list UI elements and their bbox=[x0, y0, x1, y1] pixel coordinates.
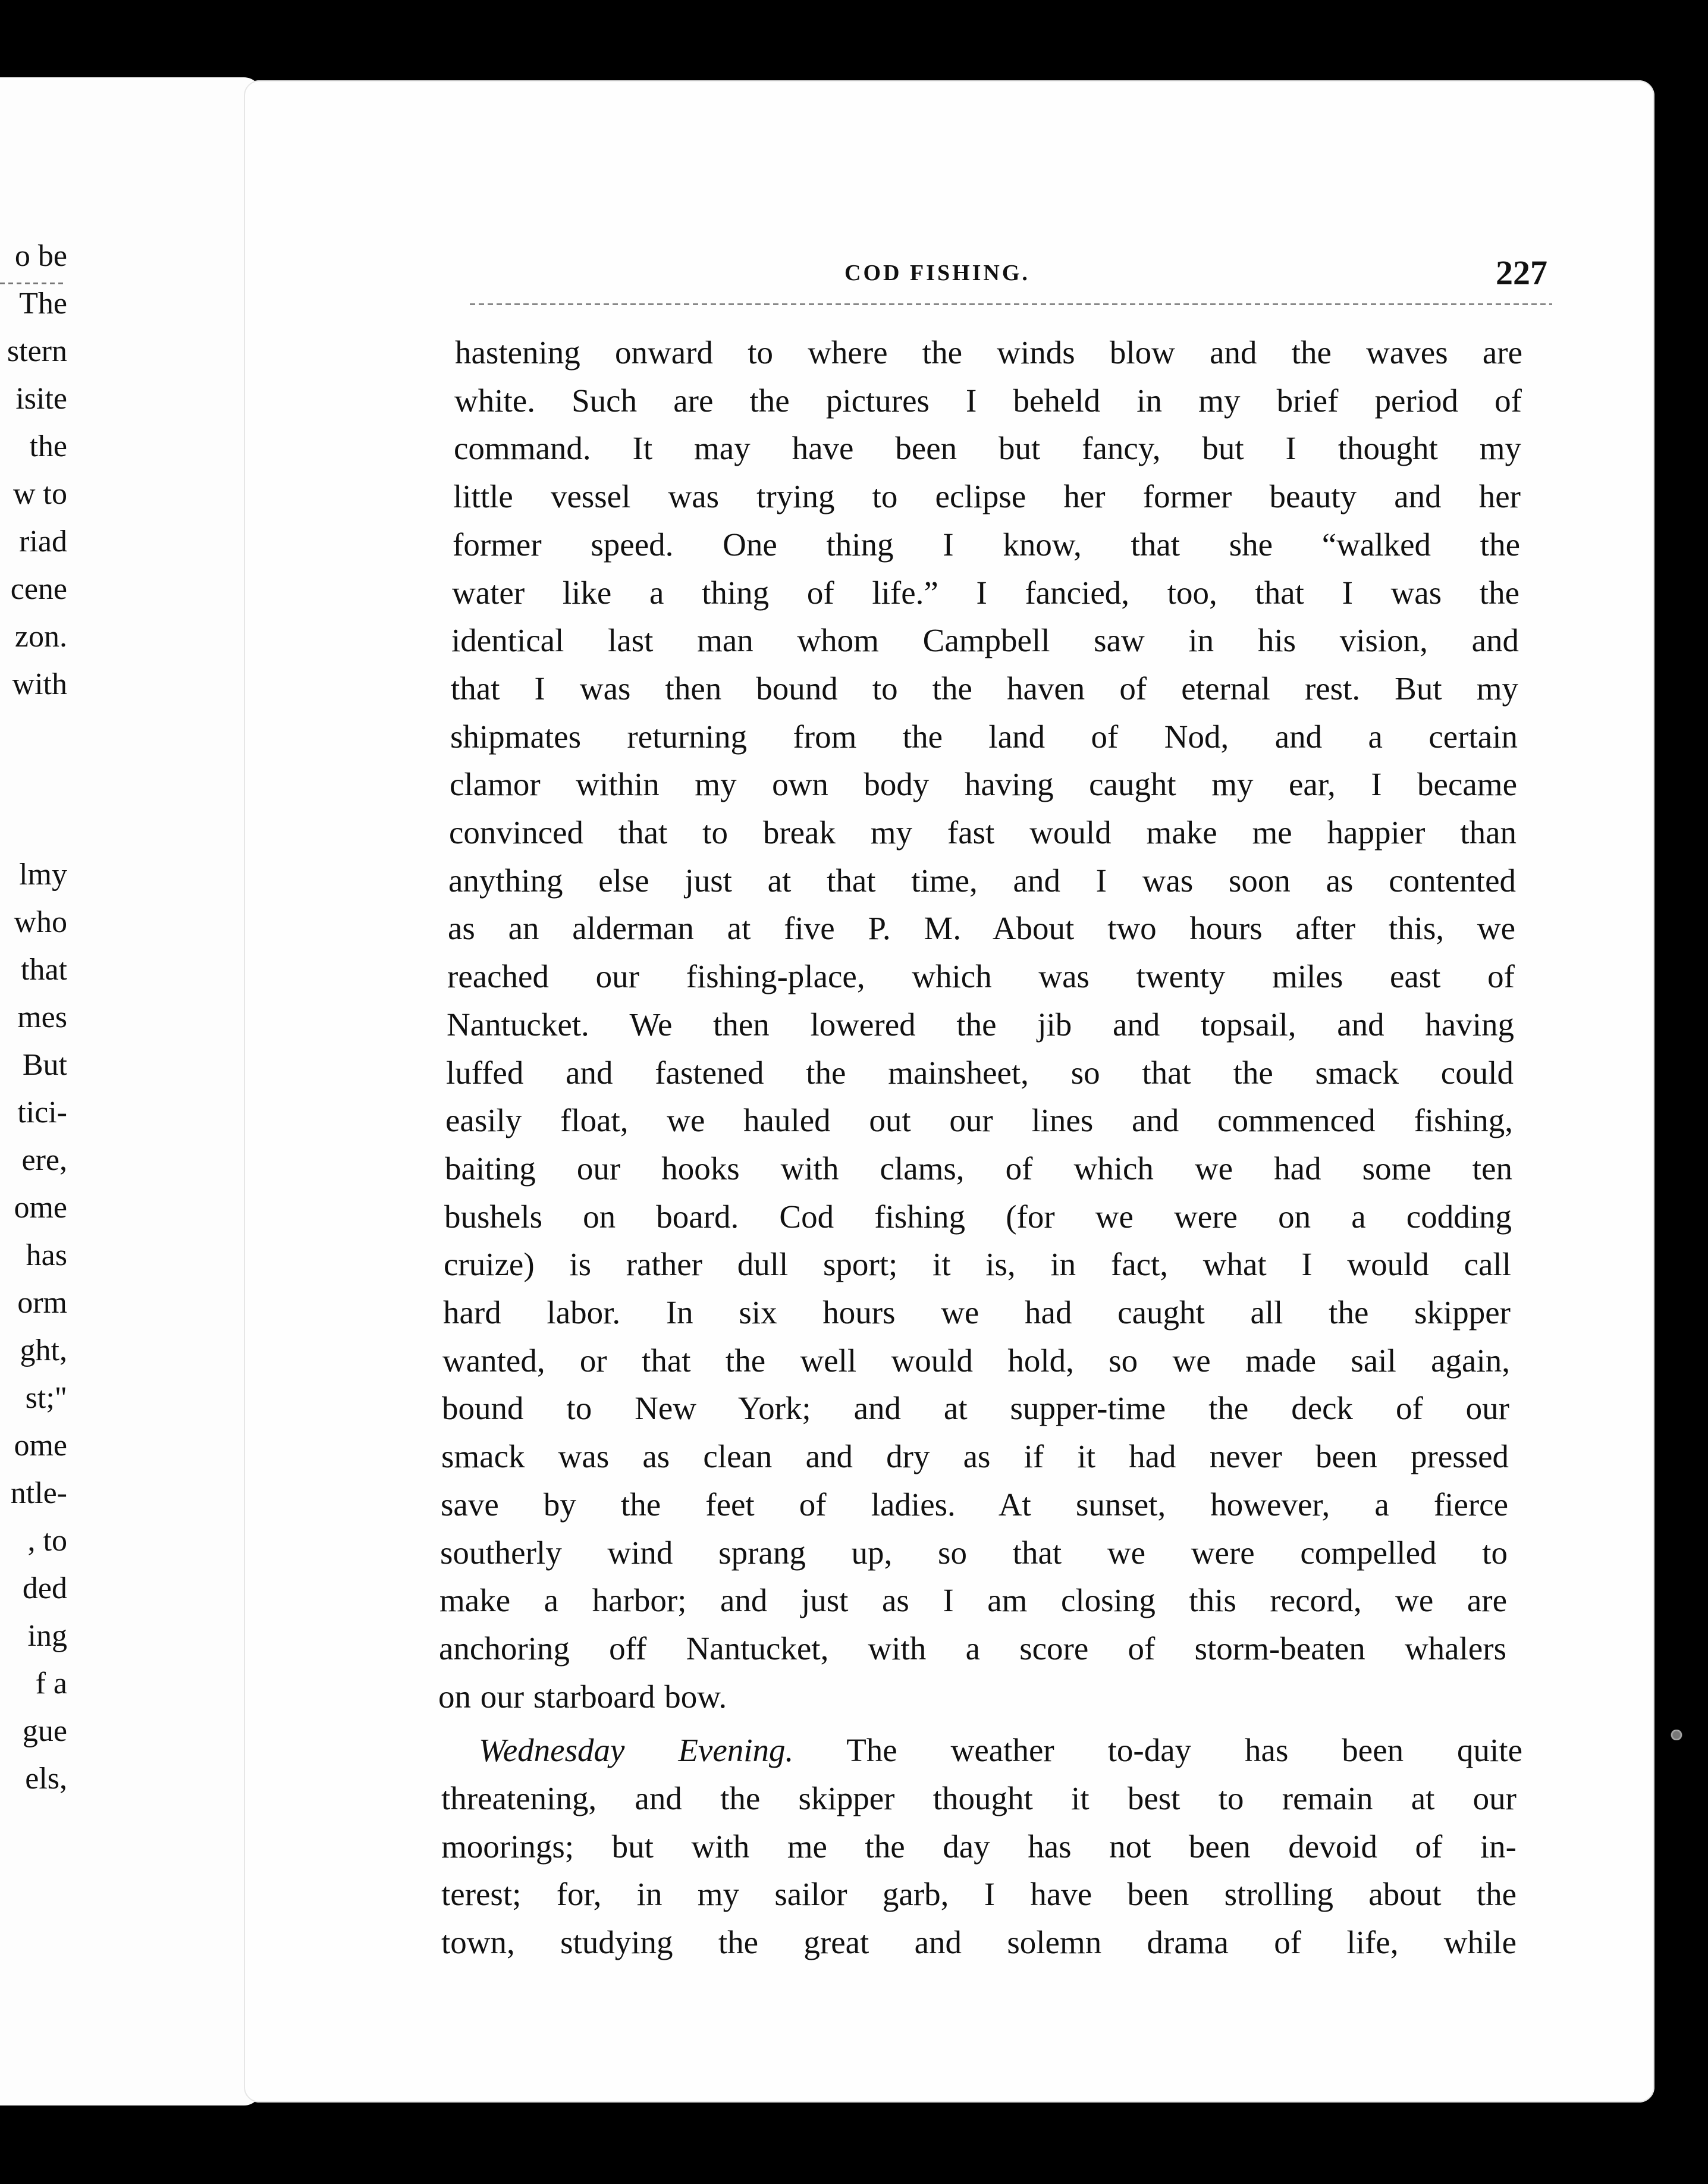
text-line: shipmates returning from the land of Nod, and a certain bbox=[450, 718, 1518, 755]
facing-page-fragment: mes bbox=[17, 1000, 67, 1034]
text-line: make a harbor; and just as I am closing this record, we are bbox=[439, 1582, 1507, 1619]
facing-page-fragment: with bbox=[12, 667, 67, 701]
text-line: threatening, and the skipper thought it best to remain at our bbox=[441, 1780, 1517, 1816]
facing-page-fragment: tici- bbox=[17, 1096, 67, 1129]
facing-page-fragment: st;" bbox=[25, 1381, 67, 1415]
text-line: save by the feet of ladies. At sunset, however, a fierce bbox=[441, 1486, 1508, 1523]
text-line: Nantucket. We then lowered the jib and topsail, and having bbox=[447, 1006, 1514, 1043]
text-line: cruize) is rather dull sport; it is, in fact, what I would call bbox=[444, 1246, 1511, 1283]
facing-page-fragment: cene bbox=[10, 572, 67, 606]
facing-page-fragment: o be bbox=[14, 239, 67, 273]
facing-page-fragment: zon. bbox=[14, 620, 67, 654]
facing-page-fragment: who bbox=[14, 905, 67, 939]
facing-page-fragment: lmy bbox=[19, 858, 67, 892]
facing-page-fragment: ded bbox=[22, 1571, 67, 1605]
facing-page-fragment: ere, bbox=[21, 1143, 67, 1177]
text-line: command. It may have been but fancy, but I thought my bbox=[454, 430, 1521, 467]
text-line: anything else just at that time, and I was soon as contented bbox=[448, 862, 1516, 899]
facing-page-fragment: els, bbox=[25, 1762, 67, 1796]
page-number: 227 bbox=[1496, 253, 1547, 292]
facing-page-fragment: ght, bbox=[20, 1333, 67, 1367]
facing-page-fragment: But bbox=[22, 1048, 67, 1082]
facing-page-fragment: orm bbox=[17, 1286, 67, 1320]
text-line: smack was as clean and dry as if it had never been pressed bbox=[441, 1438, 1509, 1475]
running-head: COD FISHING. bbox=[844, 261, 1030, 285]
text-line: anchoring off Nantucket, with a score of storm-beaten whalers bbox=[439, 1630, 1506, 1667]
facing-page-fragment: ome bbox=[14, 1191, 67, 1225]
facing-page-fragment: that bbox=[21, 953, 67, 987]
text-line: wanted, or that the well would hold, so we made sail again, bbox=[442, 1342, 1510, 1379]
text-line: identical last man whom Campbell saw in his vision, and bbox=[451, 622, 1519, 659]
text-line: convinced that to break my fast would make me happier than bbox=[449, 814, 1517, 851]
facing-page-fragment: w to bbox=[13, 477, 67, 511]
facing-page-rule bbox=[0, 283, 65, 284]
text-line: easily float, we hauled out our lines and commenced fishing, bbox=[445, 1102, 1513, 1139]
text-line: baiting our hooks with clams, of which we had some ten bbox=[445, 1150, 1512, 1187]
scan-smudge bbox=[1670, 1730, 1683, 1740]
facing-page-fragment: gue bbox=[22, 1714, 67, 1748]
section-lead-italic: Wednesday Evening. bbox=[479, 1732, 794, 1769]
paragraph-first-line bbox=[479, 1732, 1522, 1769]
text-line: white. Such are the pictures I beheld in my brief period of bbox=[454, 382, 1522, 419]
facing-page-fragment: , to bbox=[27, 1524, 67, 1558]
facing-page-fragment: has bbox=[26, 1238, 67, 1272]
body-text bbox=[244, 80, 1654, 2103]
text-line: bound to New York; and at supper-time the deck of our bbox=[442, 1390, 1509, 1427]
section-first-line-rest: The weather to-day has been quite bbox=[793, 1732, 1522, 1769]
facing-page-fragment: riad bbox=[19, 525, 67, 558]
facing-page-fragment: The bbox=[19, 287, 67, 321]
facing-page-fragment: ome bbox=[14, 1429, 67, 1463]
text-line: hastening onward to where the winds blow and the waves are bbox=[455, 334, 1522, 371]
text-line: water like a thing of life.” I fancied, too, that I was the bbox=[452, 574, 1519, 611]
text-line: as an alderman at five P. M. About two hours after this, we bbox=[448, 910, 1515, 947]
text-line: hard labor. In six hours we had caught all the skipper bbox=[443, 1294, 1511, 1331]
facing-page-fragment: the bbox=[29, 429, 67, 463]
text-line: clamor within my own body having caught my ear, I became bbox=[450, 766, 1517, 803]
text-line: town, studying the great and solemn drama of life, while bbox=[441, 1924, 1517, 1961]
text-line: southerly wind sprang up, so that we were compelled to bbox=[440, 1534, 1508, 1571]
text-line: reached our fishing-place, which was twenty miles east of bbox=[447, 958, 1515, 995]
facing-page-fragment: ntle- bbox=[10, 1476, 67, 1510]
text-line: former speed. One thing I know, that she “walked the bbox=[453, 526, 1520, 563]
facing-page-fragment: stern bbox=[7, 334, 67, 368]
text-line: moorings; but with me the day has not been devoid of in- bbox=[441, 1828, 1517, 1865]
text-line: little vessel was trying to eclipse her former beauty and her bbox=[453, 478, 1521, 515]
facing-page-fragment: ing bbox=[27, 1619, 67, 1653]
facing-page-left bbox=[0, 77, 262, 2105]
text-line: terest; for, in my sailor garb, I have been strolling about the bbox=[441, 1876, 1517, 1913]
facing-page-fragment: f a bbox=[35, 1667, 67, 1700]
text-line: bushels on board. Cod fishing (for we were on a codding bbox=[444, 1198, 1512, 1235]
book-page bbox=[244, 80, 1654, 2103]
text-line: luffed and fastened the mainsheet, so that the smack could bbox=[446, 1054, 1514, 1091]
facing-page-fragment: isite bbox=[15, 382, 67, 416]
text-line: that I was then bound to the haven of eternal rest. But my bbox=[451, 670, 1518, 707]
text-line: on our starboard bow. bbox=[438, 1678, 727, 1715]
